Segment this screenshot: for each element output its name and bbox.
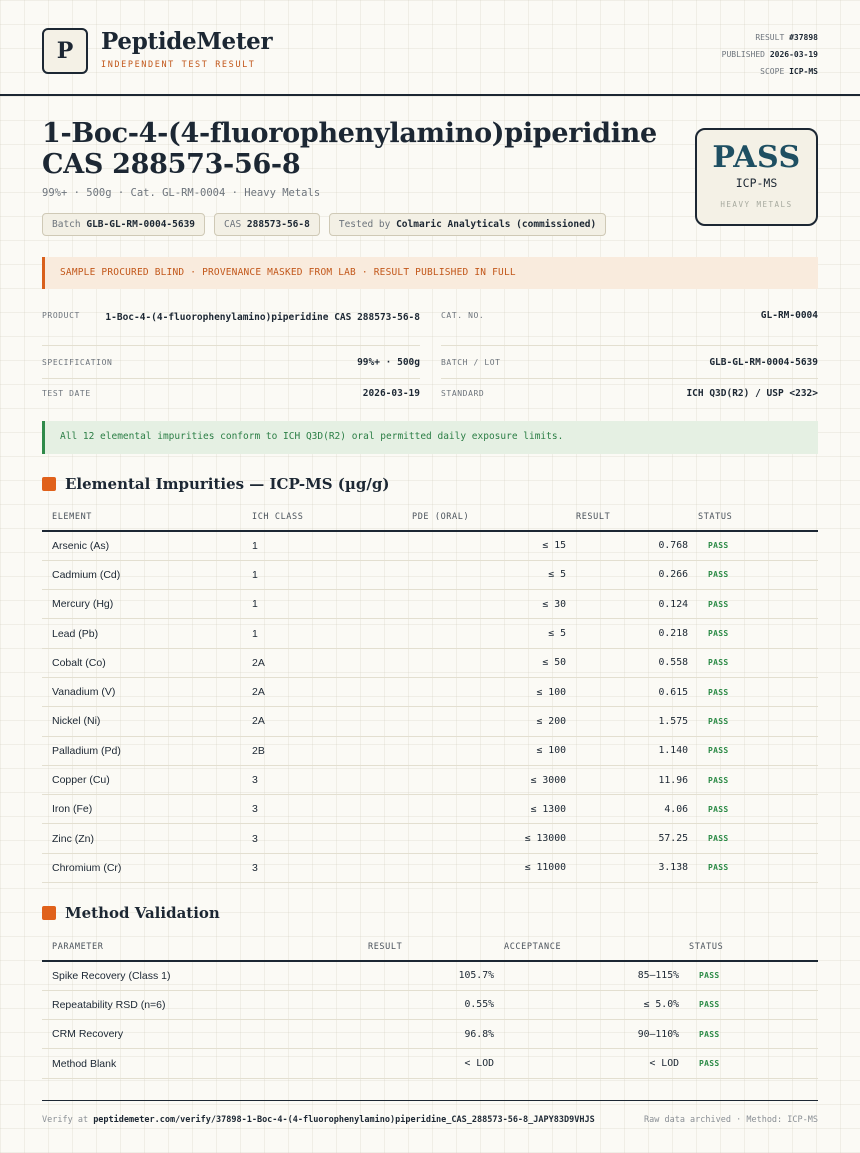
ich-class: 3: [242, 795, 402, 824]
section-title-text: Elemental Impurities — ICP-MS (µg/g): [65, 475, 390, 493]
chip-label: Tested by: [338, 219, 391, 230]
report-footer: [42, 1100, 818, 1125]
report-meta: [722, 29, 818, 80]
result-value: 3.138: [566, 853, 688, 882]
section-marker-icon: [42, 477, 56, 491]
ich-class: 2A: [242, 707, 402, 736]
acceptance-range: ≤ 5.0%: [494, 990, 679, 1019]
status-badge: PASS: [679, 1049, 818, 1078]
info-standard-row: [441, 380, 818, 410]
result-value: 0.124: [566, 590, 688, 619]
table-row: [42, 560, 818, 589]
cas-chip: [214, 213, 320, 236]
info-label: BATCH / LOT: [441, 358, 501, 367]
table-header-row: [42, 503, 818, 531]
validation-table: [42, 933, 818, 1079]
parameter-name: Spike Recovery (Class 1): [42, 961, 358, 990]
col-header-result: RESULT: [358, 933, 494, 961]
info-value: ICH Q3D(R2) / USP <232>: [686, 388, 818, 399]
ich-class: 2B: [242, 736, 402, 765]
status-badge: PASS: [679, 990, 818, 1019]
col-header-element: ELEMENT: [42, 503, 242, 531]
result-value: 1.575: [566, 707, 688, 736]
pde-limit: ≤ 50: [402, 648, 566, 677]
info-label: CAT. NO.: [441, 311, 485, 320]
result-value: 0.768: [566, 531, 688, 560]
brand-tagline: INDEPENDENT TEST RESULT: [101, 60, 256, 70]
brand-name: PeptideMeter: [101, 28, 273, 55]
report-header: [0, 0, 860, 96]
result-value: 1.140: [566, 736, 688, 765]
tested-by-chip: [329, 213, 606, 236]
info-date-row: [42, 380, 420, 410]
result-value: 0.55%: [358, 990, 494, 1019]
chip-value: Colmaric Analyticals (commissioned): [396, 219, 597, 230]
result-number: #37898: [789, 33, 818, 42]
impurities-table: [42, 503, 818, 883]
table-row: [42, 824, 818, 853]
table-row: [42, 677, 818, 706]
info-label: STANDARD: [441, 389, 485, 398]
published-label: PUBLISHED: [721, 50, 765, 59]
pde-limit: ≤ 5: [402, 619, 566, 648]
status-badge: PASS: [688, 590, 818, 619]
published-date: 2026-03-19: [769, 50, 818, 59]
status-badge: PASS: [688, 560, 818, 589]
acceptance-range: 85–115%: [494, 961, 679, 990]
result-value: < LOD: [358, 1049, 494, 1078]
status-badge: PASS: [688, 707, 818, 736]
impurities-section-title: [42, 475, 389, 493]
table-row: [42, 736, 818, 765]
section-marker-icon: [42, 906, 56, 920]
chip-label: CAS: [224, 219, 242, 230]
status-badge: PASS: [688, 619, 818, 648]
result-value: 96.8%: [358, 1020, 494, 1049]
pde-limit: ≤ 15: [402, 531, 566, 560]
element-name: Cadmium (Cd): [42, 560, 242, 589]
table-row: [42, 707, 818, 736]
result-value: 11.96: [566, 765, 688, 794]
info-value: GL-RM-0004: [760, 310, 818, 321]
table-row: [42, 990, 818, 1019]
result-value: 0.266: [566, 560, 688, 589]
col-header-status: STATUS: [688, 503, 818, 531]
ich-class: 3: [242, 853, 402, 882]
scope-label: SCOPE: [760, 67, 785, 76]
pde-limit: ≤ 100: [402, 677, 566, 706]
result-value: 0.558: [566, 648, 688, 677]
element-name: Mercury (Hg): [42, 590, 242, 619]
table-row: [42, 1049, 818, 1078]
result-value: 4.06: [566, 795, 688, 824]
table-row: [42, 531, 818, 560]
table-header-row: [42, 933, 818, 961]
acceptance-range: < LOD: [494, 1049, 679, 1078]
element-name: Chromium (Cr): [42, 853, 242, 882]
info-product-row: [42, 302, 420, 346]
col-header-parameter: PARAMETER: [42, 933, 358, 961]
col-header-class: ICH CLASS: [242, 503, 402, 531]
parameter-name: CRM Recovery: [42, 1020, 358, 1049]
table-row: [42, 1020, 818, 1049]
element-name: Iron (Fe): [42, 795, 242, 824]
element-name: Palladium (Pd): [42, 736, 242, 765]
ich-class: 2A: [242, 648, 402, 677]
parameter-name: Repeatability RSD (n=6): [42, 990, 358, 1019]
status-badge: PASS: [688, 648, 818, 677]
pde-limit: ≤ 3000: [402, 765, 566, 794]
info-catno-row: [441, 302, 818, 346]
result-value: 105.7%: [358, 961, 494, 990]
table-row: [42, 590, 818, 619]
ich-class: 1: [242, 560, 402, 589]
acceptance-range: 90–110%: [494, 1020, 679, 1049]
pde-limit: ≤ 13000: [402, 824, 566, 853]
pde-limit: ≤ 100: [402, 736, 566, 765]
table-row: [42, 795, 818, 824]
col-header-result: RESULT: [566, 503, 688, 531]
table-row: [42, 853, 818, 882]
status-badge: PASS: [688, 765, 818, 794]
ich-class: 1: [242, 619, 402, 648]
procurement-notice: SAMPLE PROCURED BLIND · PROVENANCE MASKED FROM LAB · RESULT PUBLISHED IN FULL: [42, 257, 818, 289]
info-label: TEST DATE: [42, 389, 91, 398]
info-label: PRODUCT: [42, 311, 80, 320]
ich-class: 1: [242, 531, 402, 560]
result-label: RESULT: [755, 33, 785, 42]
pde-limit: ≤ 1300: [402, 795, 566, 824]
result-value: 0.615: [566, 677, 688, 706]
scope-value: ICP-MS: [789, 67, 818, 76]
col-header-pde: PDE (ORAL): [402, 503, 566, 531]
status-badge: PASS: [688, 824, 818, 853]
verdict-text: PASS: [712, 140, 801, 175]
info-value: 1-Boc-4-(4-fluorophenylamino)piperidine CAS 288573-56-8: [105, 312, 420, 323]
parameter-name: Method Blank: [42, 1049, 358, 1078]
batch-chip: [42, 213, 205, 236]
element-name: Zinc (Zn): [42, 824, 242, 853]
status-badge: PASS: [688, 677, 818, 706]
info-batch-row: [441, 349, 818, 379]
result-value: 0.218: [566, 619, 688, 648]
info-label: SPECIFICATION: [42, 358, 113, 367]
table-row: [42, 765, 818, 794]
chip-row: [42, 213, 606, 236]
conformance-banner: All 12 elemental impurities conform to ICH Q3D(R2) oral permitted daily exposure limits.: [42, 421, 818, 454]
element-name: Copper (Cu): [42, 765, 242, 794]
chip-label: Batch: [52, 219, 81, 230]
status-badge: PASS: [688, 531, 818, 560]
status-badge: PASS: [688, 795, 818, 824]
status-badge: PASS: [679, 1020, 818, 1049]
status-badge: PASS: [679, 961, 818, 990]
pde-limit: ≤ 30: [402, 590, 566, 619]
section-title-text: Method Validation: [65, 904, 220, 922]
stamp-category: HEAVY METALS: [720, 200, 793, 209]
stamp-method: ICP-MS: [735, 176, 778, 190]
ich-class: 2A: [242, 677, 402, 706]
pde-limit: ≤ 5: [402, 560, 566, 589]
info-spec-row: [42, 349, 420, 379]
pde-limit: ≤ 11000: [402, 853, 566, 882]
element-name: Lead (Pb): [42, 619, 242, 648]
validation-section-title: [42, 904, 220, 922]
logo-icon: P: [42, 28, 88, 74]
chip-value: 288573-56-8: [246, 219, 310, 230]
status-badge: PASS: [688, 736, 818, 765]
product-title: 1-Boc-4-(4-fluorophenylamino)piperidine CAS 288573-56-8: [42, 118, 657, 180]
element-name: Cobalt (Co): [42, 648, 242, 677]
table-row: [42, 961, 818, 990]
table-row: [42, 648, 818, 677]
element-name: Nickel (Ni): [42, 707, 242, 736]
ich-class: 3: [242, 824, 402, 853]
col-header-status: STATUS: [679, 933, 818, 961]
result-value: 57.25: [566, 824, 688, 853]
info-value: GLB-GL-RM-0004-5639: [709, 357, 818, 368]
col-header-acceptance: ACCEPTANCE: [494, 933, 679, 961]
footer-note: Raw data archived · Method: ICP-MS: [644, 1115, 818, 1125]
chip-value: GLB-GL-RM-0004-5639: [86, 219, 196, 230]
verify-link[interactable]: peptidemeter.com/verify/37898-1-Boc-4-(4-fluorophenylamino)piperidine_CAS_288573-56-8_JAPY83D9VHJS: [93, 1115, 595, 1125]
pass-stamp: [695, 128, 818, 226]
status-badge: PASS: [688, 853, 818, 882]
info-value: 99%+ · 500g: [357, 357, 420, 368]
element-name: Vanadium (V): [42, 677, 242, 706]
verify-label: Verify at: [42, 1115, 89, 1125]
product-subline: 99%+ · 500g · Cat. GL-RM-0004 · Heavy Metals: [42, 187, 321, 199]
ich-class: 3: [242, 765, 402, 794]
info-value: 2026-03-19: [362, 388, 420, 399]
element-name: Arsenic (As): [42, 531, 242, 560]
ich-class: 1: [242, 590, 402, 619]
pde-limit: ≤ 200: [402, 707, 566, 736]
table-row: [42, 619, 818, 648]
